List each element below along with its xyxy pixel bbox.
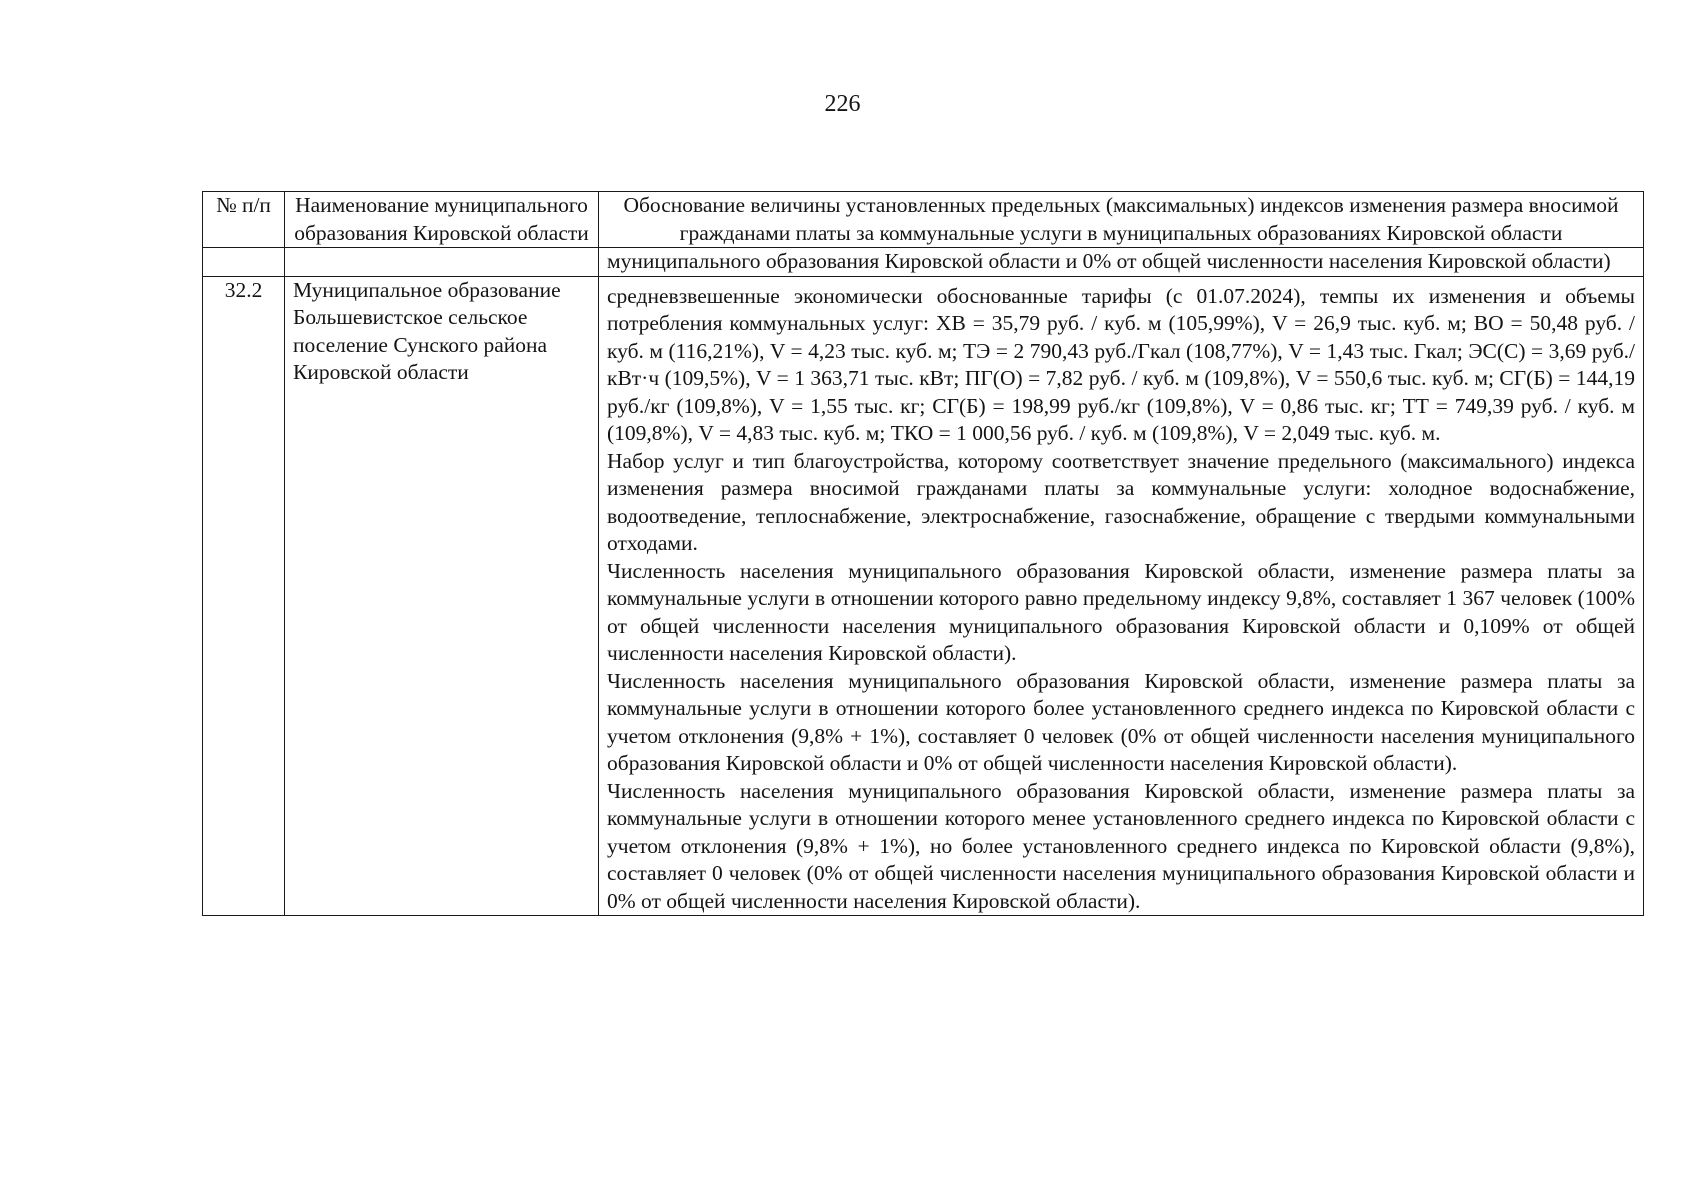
header-justification: Обоснование величины установленных предельных (максимальных) индексов изменения размера вносимой гражданами платы за коммунальные услуги в муниципальных образованиях Кировской области <box>599 192 1644 248</box>
row-number: 32.2 <box>203 276 285 916</box>
paragraph-population-above: Численность населения муниципального образования Кировской области, изменение размера платы за коммунальные услуги в отношении которого более установленного среднего индекса по Кировской области с учетом отклонения (9,8% + 1%), составляет 0 человек (0% от общей численности населения муниципального образования Кировской области и 0% от общей численности населения Кировской области). <box>607 668 1635 775</box>
table-row-continuation <box>203 248 1644 277</box>
municipality-name: Муниципальное образование Большевистское сельское поселение Сунского района Кировской области <box>285 276 599 916</box>
paragraph-population-between: Численность населения муниципального образования Кировской области, изменение размера платы за коммунальные услуги в отношении которого менее установленного среднего индекса по Кировской области с учетом отклонения (9,8% + 1%), но более установленного среднего индекса по Кировской области (9,8%), составляет 0 человек (0% от общей численности населения муниципального образования Кировской области и 0% от общей численности населения Кировской области). <box>607 778 1635 913</box>
tariff-justification-table <box>202 191 1644 916</box>
paragraph-population-equal: Численность населения муниципального образования Кировской области, изменение размера платы за коммунальные услуги в отношении которого равно предельному индексу 9,8%, составляет 1 367 человек (100% от общей численности населения муниципального образования Кировской области и 0,109% от общей численности населения Кировской области). <box>607 558 1635 665</box>
table-header-row <box>203 192 1644 248</box>
header-num: № п/п <box>203 192 285 248</box>
cell-num <box>203 248 285 277</box>
table-row <box>203 276 1644 916</box>
justification-text <box>599 276 1644 916</box>
header-municipality-name: Наименование муниципального образования Кировской области <box>285 192 599 248</box>
cell-justification: муниципального образования Кировской области и 0% от общей численности населения Кировской области) <box>599 248 1644 277</box>
cell-name <box>285 248 599 277</box>
page-number: 226 <box>824 91 861 117</box>
paragraph-services: Набор услуг и тип благоустройства, которому соответствует значение предельного (максимального) индекса изменения размера вносимой гражданами платы за коммунальные услуги: холодное водоснабжение, водоотведение, теплоснабжение, электроснабжение, газоснабжение, обращение с твердыми коммунальными отходами. <box>607 448 1635 555</box>
paragraph-tariffs: средневзвешенные экономически обоснованные тарифы (с 01.07.2024), темпы их изменения и объемы потребления коммунальных услуг: ХВ = 35,79 руб. / куб. м (105,99%), V = 26,9 тыс. куб. м; ВО = 50,48 руб. / куб. м (116,21%), V = 4,23 тыс. куб. м; ТЭ = 2 790,43 руб./Гкал (108,77%), V = 1,43 тыс. Гкал; ЭС(С) = 3,69 руб./кВт·ч (109,5%), V = 1 363,71 тыс. кВт; ПГ(О) = 7,82 руб. / куб. м (109,8%), V = 550,6 тыс. куб. м; СГ(Б) = 144,19 руб./кг (109,8%), V = 1,55 тыс. кг; СГ(Б) = 198,99 руб./кг (109,8%), V = 0,86 тыс. кг; ТТ = 749,39 руб. / куб. м (109,8%), V = 4,83 тыс. куб. м; ТКО = 1 000,56 руб. / куб. м (109,8%), V = 2,049 тыс. куб. м. <box>607 283 1635 445</box>
